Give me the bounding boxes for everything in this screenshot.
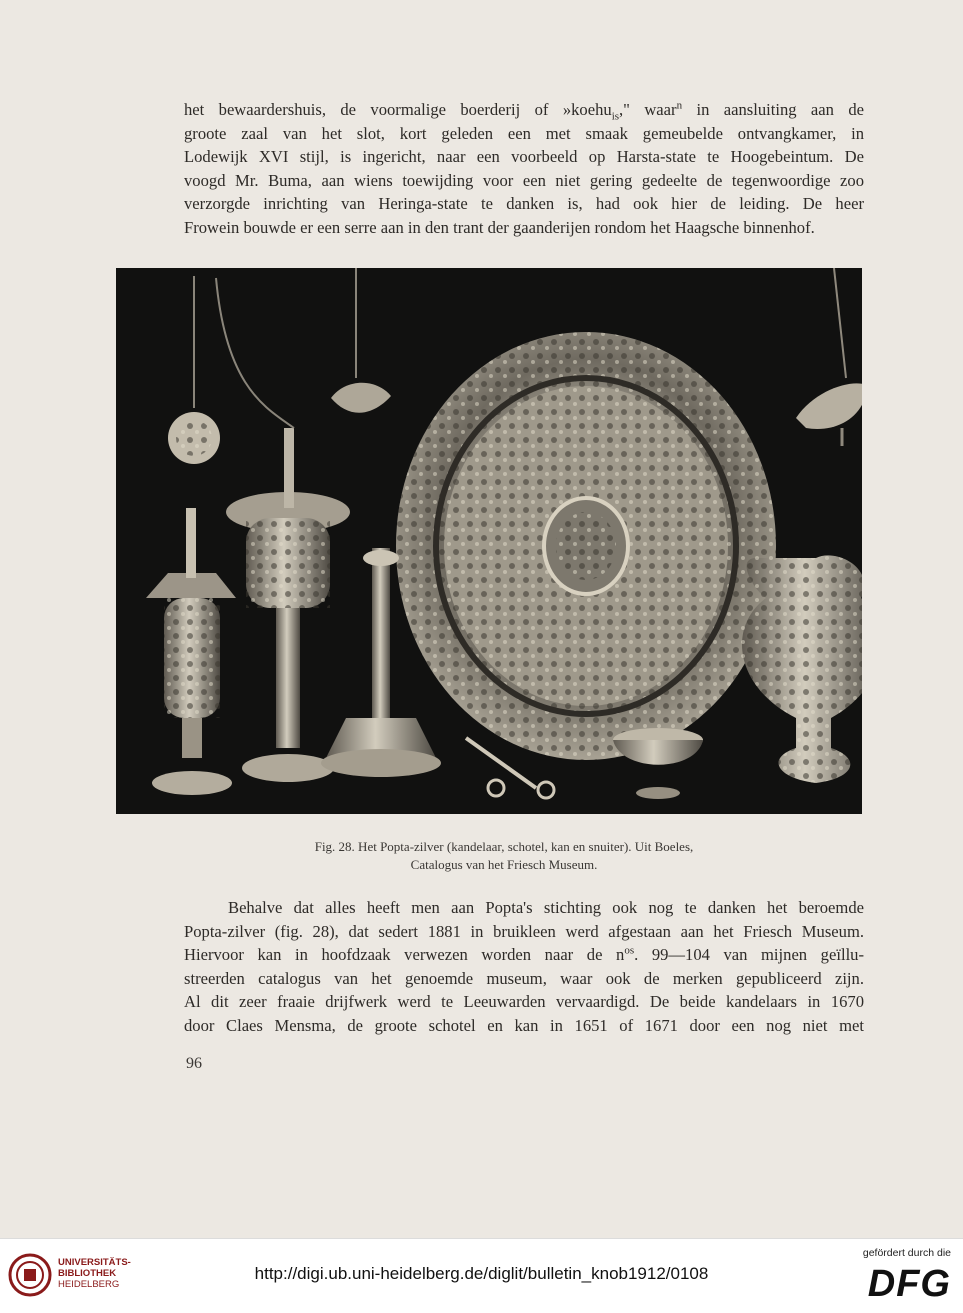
funding-note: gefördert durch die [862,1247,951,1259]
text-line: Al dit zeer fraaie drijfwerk werd te Leeuwarden vervaardigd. De beide kandelaars in 1670 [184,992,864,1012]
library-name-line: BIBLIOTHEK [58,1268,117,1279]
text-line: groote zaal van het slot, kort geleden een met smaak gemeubelde ontvangkamer, in [184,123,864,143]
paragraph-intro [184,98,864,240]
text-line: het bewaardershuis, de voormalige boerderij of »koehu$_{is}$," waar$^n$ in aansluiting aan de [184,99,864,123]
text-line: Behalve dat alles heeft men aan Popta's stichting ook nog te danken het beroemde [228,898,864,917]
figure-caption [184,838,824,874]
caption-line: Fig. 28. Het Popta-zilver (kandelaar, schotel, kan en snuiter). Uit Boeles, [314,839,694,854]
text-line: Popta-zilver (fig. 28), dat sedert 1881 in bruikleen werd afgestaan aan het Friesch Museum. [184,921,864,941]
caption-line: Catalogus van het Friesch Museum. [410,857,598,872]
text-line: Frowein bouwde er een serre aan in den trant der gaanderijen rondom het Haagsche binnenhof. [184,217,815,237]
text-line: verzorgde inrichting van Heringa-state te danken is, had ook hier de leiding. De heer [184,194,864,214]
permalink-url[interactable]: http://digi.ub.uni-heidelberg.de/diglit/bulletin_knob1912/0108 [254,1264,709,1283]
paragraph-popta-silver [184,896,864,1038]
dfg-logo[interactable]: DFG [867,1263,951,1305]
page-number: 96 [186,1055,202,1072]
text-line: Lodewijk XVI stijl, is ingericht, naar een voorbeeld op Harsta-state te Hoogebeintum. De [184,147,864,167]
large-silver-dish [396,332,776,760]
library-name-line: UNIVERSITÄTS- [58,1257,131,1268]
figure-popta-silver-photo [116,268,862,814]
footer-bar [0,1238,963,1313]
text-line: streerden catalogus van het genoemde museum, waar ook de merken gepubliceerd zijn. [184,968,864,988]
text-line: Hiervoor kan in hoofdzaak verwezen worden naar de $n^{os}$. 99—104 van mijnen geïllu- [184,944,864,965]
text-line: door Claes Mensma, de groote schotel en kan in 1651 of 1671 door een nog niet met [184,1015,864,1035]
text-line: voogd Mr. Buma, aan wiens toewijding voor een niet gering gedeelte de tegenwoordige zoo [184,170,864,190]
library-name-line: HEIDELBERG [58,1279,120,1290]
